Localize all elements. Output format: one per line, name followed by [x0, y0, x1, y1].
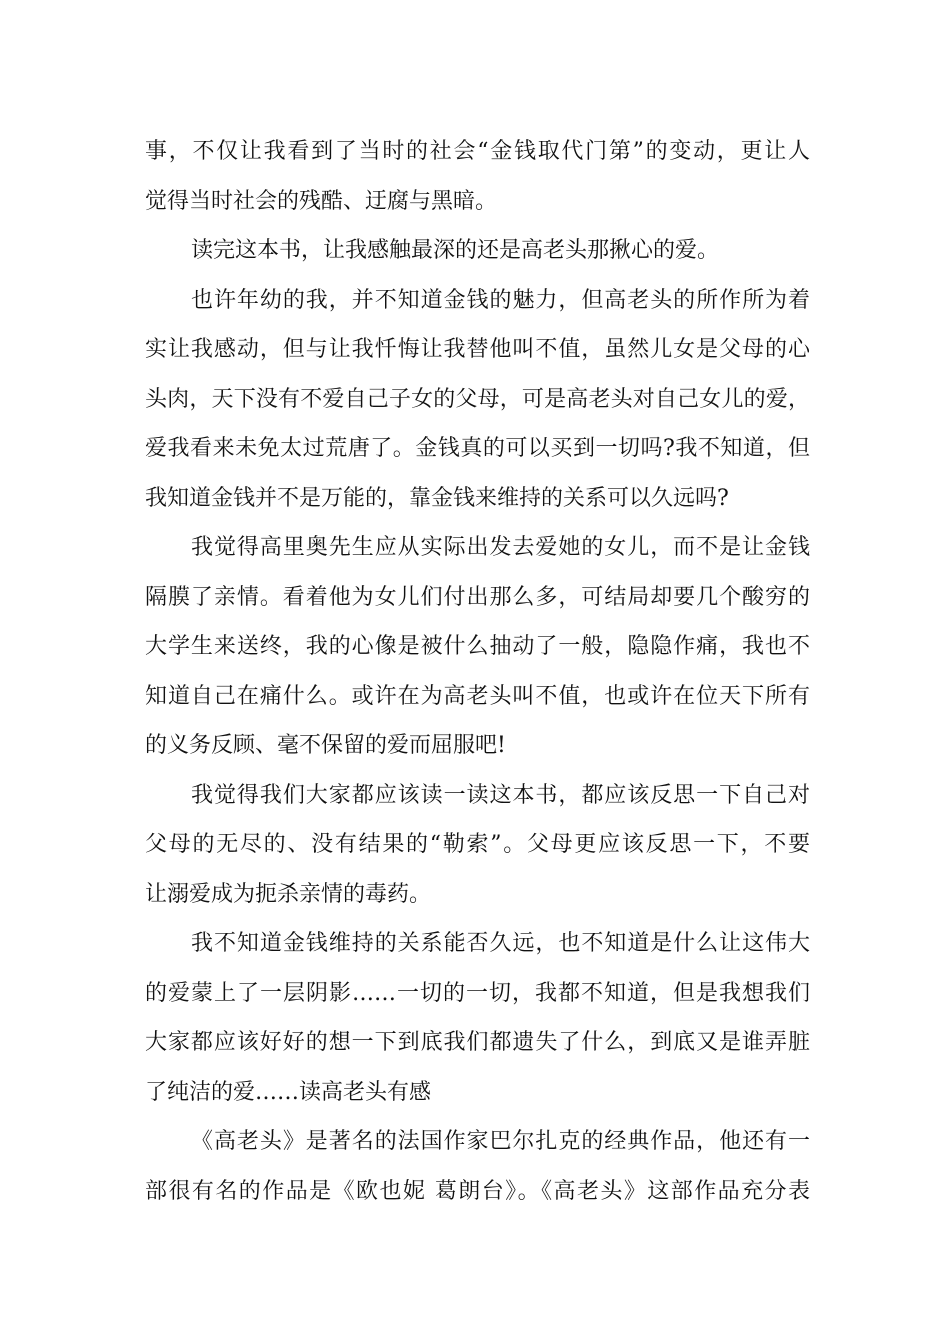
text-line: 我觉得高里奥先生应从实际出发去爱她的女儿，而不是让金钱: [191, 535, 810, 560]
text-line: 我知道金钱并不是万能的，靠金钱来维持的关系可以久远吗?: [145, 485, 729, 511]
text-line: 《高老头》是著名的法国作家巴尔扎克的经典作品，他还有一: [191, 1129, 810, 1154]
text-line: 爱我看来未免太过荒唐了。金钱真的可以买到一切吗?我不知道，但: [145, 436, 810, 461]
text-line: 隔膜了亲情。看着他为女儿们付出那么多，可结局却要几个酸穷的: [145, 584, 810, 610]
text-line: 父母的无尽的、没有结果的“勒索”。父母更应该反思一下，不要: [145, 832, 810, 857]
text-line: 也许年幼的我，并不知道金钱的魅力，但高老头的所作所为着: [191, 287, 810, 313]
text-line: 觉得当时社会的残酷、迂腐与黑暗。: [145, 188, 498, 214]
text-line: 我不知道金钱维持的关系能否久远，也不知道是什么让这伟大: [191, 931, 810, 956]
text-line: 部很有名的作品是《欧也妮 葛朗台》。《高老头》这部作品充分表: [145, 1178, 810, 1204]
text-line: 实让我感动，但与让我忏悔让我替他叫不值，虽然儿女是父母的心: [145, 337, 810, 362]
text-line: 让溺爱成为扼杀亲情的毒药。: [145, 881, 432, 907]
text-line: 事，不仅让我看到了当时的社会“金钱取代门第”的变动，更让人: [145, 139, 810, 164]
text-line: 我觉得我们大家都应该读一读这本书，都应该反思一下自己对: [191, 782, 810, 808]
text-line: 大学生来送终，我的心像是被什么抽动了一般，隐隐作痛，我也不: [145, 634, 810, 659]
text-line: 头肉，天下没有不爱自己子女的父母，可是高老头对自己女儿的爱，: [145, 386, 810, 412]
text-line: 读完这本书，让我感触最深的还是高老头那揪心的爱。: [191, 238, 720, 263]
text-line: 了纯洁的爱……读高老头有感: [145, 1079, 432, 1105]
text-line: 知道自己在痛什么。或许在为高老头叫不值，也或许在位天下所有: [145, 683, 810, 709]
document-body: [145, 127, 810, 1216]
text-line: 的义务反顾、毫不保留的爱而屈服吧!: [145, 733, 506, 758]
text-line: 大家都应该好好的想一下到底我们都遗失了什么，到底又是谁弄脏: [145, 1030, 810, 1055]
text-line: 的爱蒙上了一层阴影……一切的一切，我都不知道，但是我想我们: [145, 980, 810, 1006]
